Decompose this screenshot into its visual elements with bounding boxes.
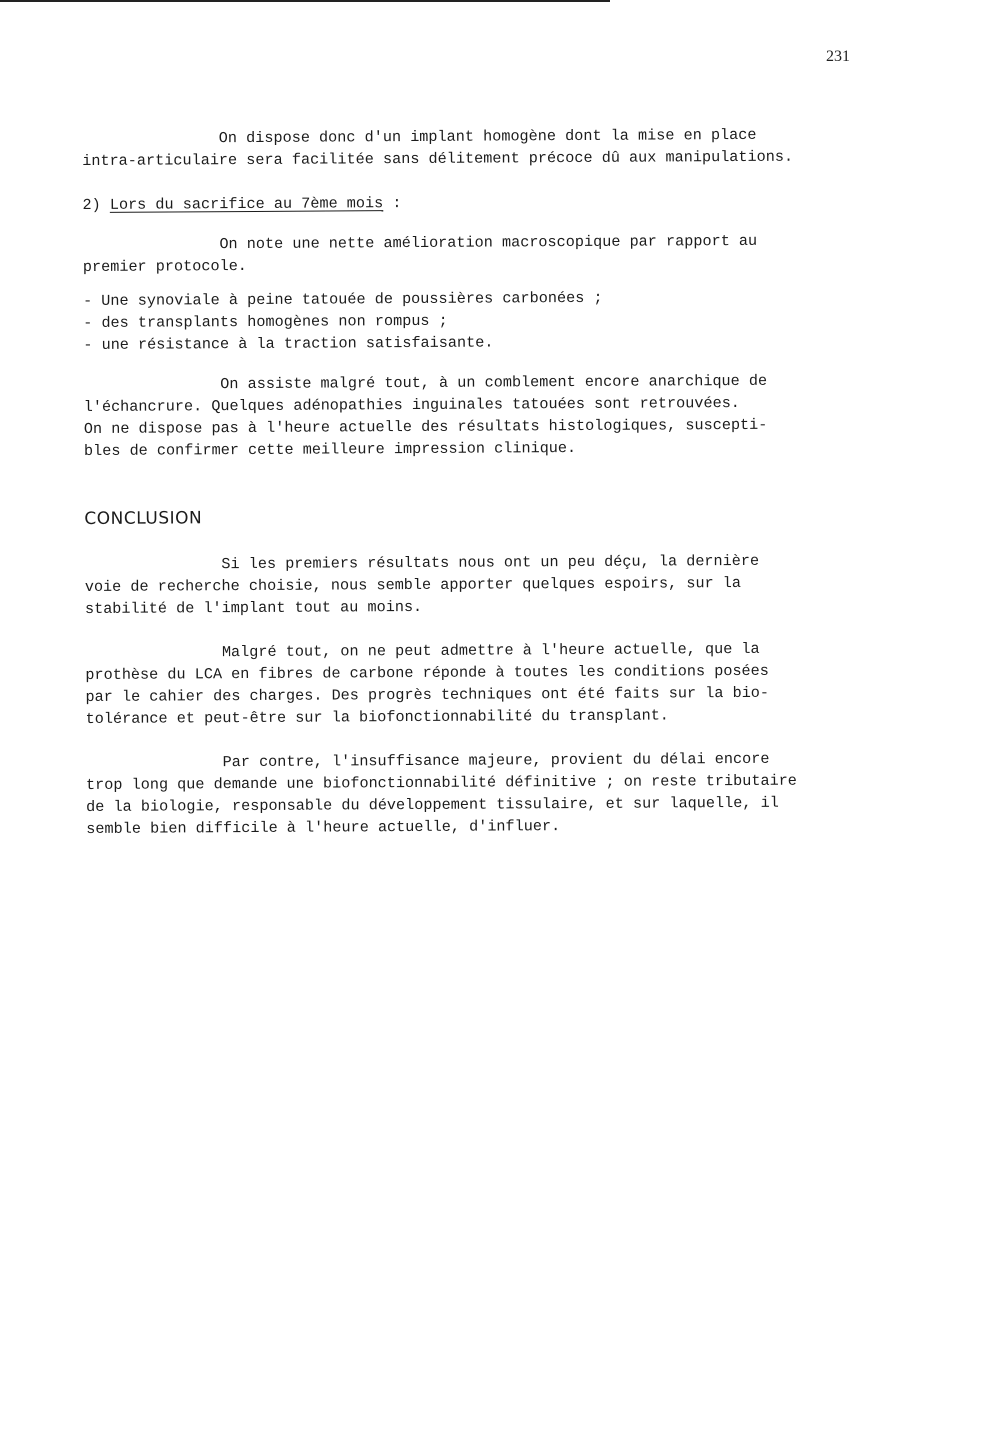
text-line: Malgré tout, on ne peut admettre à l'heure actuelle, que la <box>85 639 760 662</box>
text-line: tolérance et peut-être sur la biofonctionnabilité du transplant. <box>85 706 669 728</box>
conclusion-paragraph-2 <box>85 637 886 730</box>
text-line: premier protocole. <box>82 256 247 276</box>
paragraph-observation <box>83 229 883 278</box>
list-item: - une résistance à la traction satisfaisante. <box>83 333 494 354</box>
text-line: intra-articulaire sera facilitée sans délitement précoce dû aux manipulations. <box>82 147 794 170</box>
text-line: par le cahier des charges. Des progrès techniques ont été faits sur la bio- <box>85 683 770 706</box>
section-suffix: : <box>383 194 402 213</box>
paragraph-implant <box>82 123 882 172</box>
section-title: Lors du sacrifice au 7ème mois <box>109 194 384 214</box>
text-line: de la biologie, responsable du développement tissulaire, et sur laquelle, il <box>86 793 779 816</box>
text-line: voie de recherche choisie, nous semble apporter quelques espoirs, sur la <box>84 573 742 596</box>
page-body <box>82 123 886 840</box>
list-item: - des transplants homogènes non rompus ; <box>83 311 448 332</box>
text-line: On assiste malgré tout, à un comblement encore anarchique de <box>83 371 768 394</box>
text-line: On ne dispose pas à l'heure actuelle des résultats histologiques, suscepti- <box>83 415 768 438</box>
conclusion-paragraph-1 <box>85 549 885 620</box>
top-rule <box>0 0 610 2</box>
text-line: On dispose donc d'un implant homogène dont la mise en place <box>82 125 757 148</box>
section-number: 2) <box>82 195 110 214</box>
text-line: On note une nette amélioration macroscopique par rapport au <box>82 231 758 254</box>
conclusion-heading: CONCLUSION <box>84 508 203 529</box>
text-line: bles de confirmer cette meilleure impression clinique. <box>83 438 577 460</box>
text-line: trop long que demande une biofonctionnabilité définitive ; on reste tributaire <box>85 771 797 794</box>
text-line: l'échancrure. Quelques adénopathies inguinales tatouées sont retrouvées. <box>83 393 740 416</box>
text-line: semble bien difficile à l'heure actuelle, d'influer. <box>86 817 561 838</box>
text-line: Si les premiers résultats nous ont un peu déçu, la dernière <box>84 551 760 574</box>
text-line: Par contre, l'insuffisance majeure, provient du délai encore <box>85 749 770 772</box>
findings-list <box>83 285 883 356</box>
page-number: 231 <box>826 48 850 65</box>
text-line: stabilité de l'implant tout au moins. <box>84 597 423 618</box>
paragraph-assessment <box>84 369 885 462</box>
list-item: - Une synoviale à peine tatouée de poussières carbonées ; <box>83 288 603 310</box>
text-line: prothèse du LCA en fibres de carbone réponde à toutes les conditions posées <box>85 661 769 684</box>
conclusion-paragraph-3 <box>86 747 887 840</box>
